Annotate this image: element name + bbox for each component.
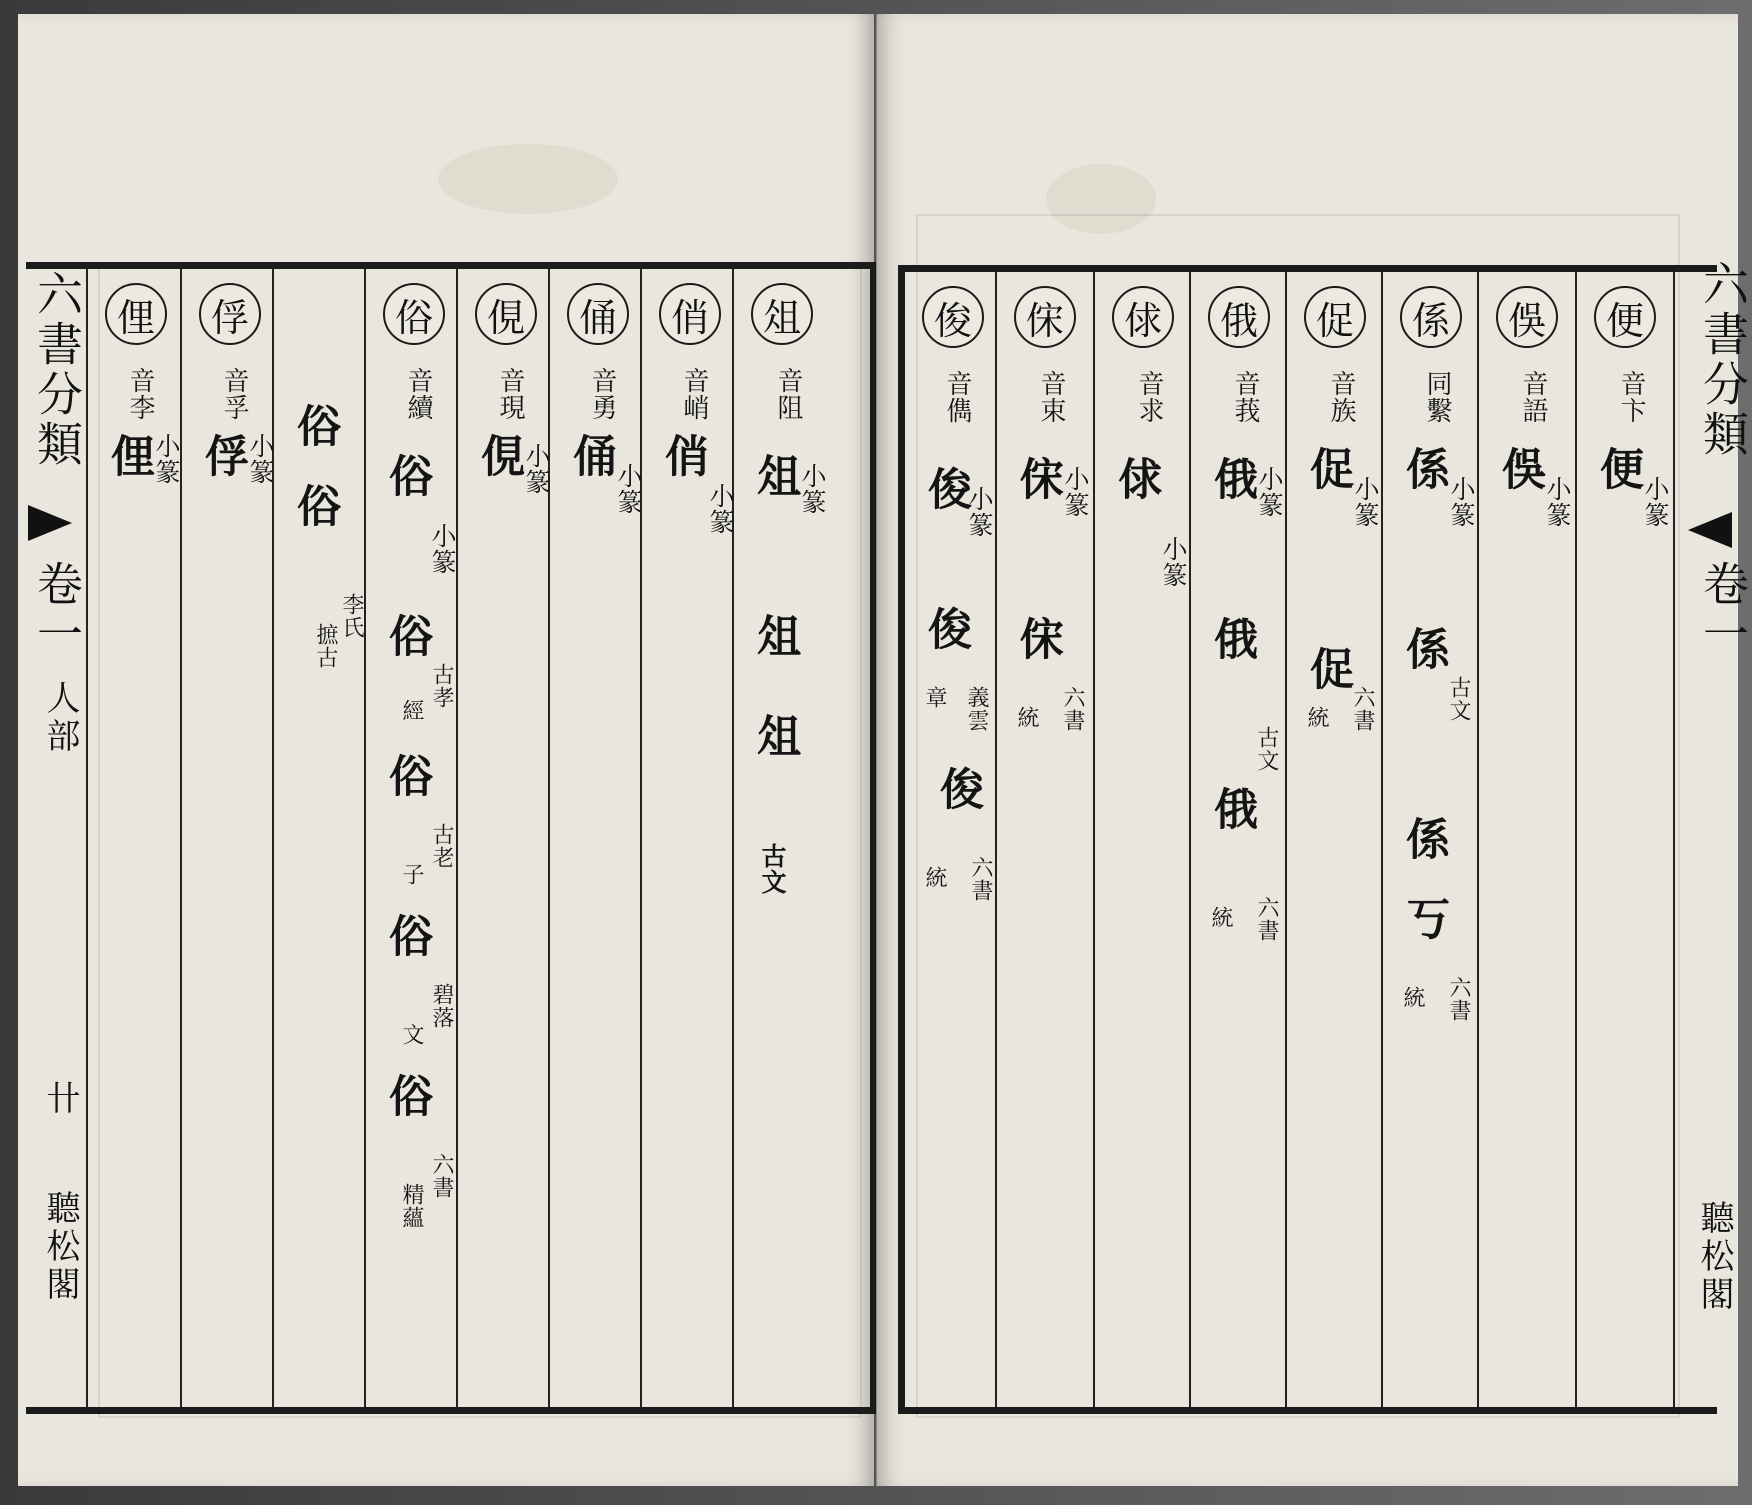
head-character: 俁 xyxy=(1496,286,1558,348)
seal-glyph: 俗 xyxy=(381,753,432,803)
source-label: 統 xyxy=(1014,706,1039,729)
source-label: 古孝 xyxy=(429,663,454,709)
entry-column xyxy=(88,283,184,1403)
head-character: 俘 xyxy=(199,283,261,345)
head-character: 俔 xyxy=(475,283,537,345)
seal-glyph: 俗 xyxy=(381,453,432,503)
entry-column xyxy=(1383,286,1479,1406)
phonetic-note: 音束 xyxy=(1036,370,1066,424)
entry-column xyxy=(274,283,370,1403)
entry-column xyxy=(1479,286,1575,1406)
seal-glyph: 俕 xyxy=(1012,616,1063,666)
seal-glyph: 俑 xyxy=(565,433,616,483)
head-character: 俅 xyxy=(1112,286,1174,348)
head-character: 俎 xyxy=(751,283,813,345)
entry-column xyxy=(182,283,278,1403)
seal-glyph: 俎 xyxy=(749,713,800,763)
seal-glyph: 係 xyxy=(1398,816,1449,866)
source-label: 古文 xyxy=(758,843,787,895)
script-label: 小篆 xyxy=(1543,476,1572,528)
head-character: 俏 xyxy=(659,283,721,345)
head-character: 俗 xyxy=(383,283,445,345)
source-label: 統 xyxy=(1208,906,1233,929)
seal-glyph: 丂 xyxy=(1398,896,1449,946)
phonetic-note: 音求 xyxy=(1134,370,1164,424)
source-label: 六書 xyxy=(429,1153,454,1199)
script-label: 小篆 xyxy=(1447,476,1476,528)
source-label: 六書 xyxy=(1254,896,1279,942)
phonetic-note: 音阻 xyxy=(773,367,803,421)
script-label: 小篆 xyxy=(1061,466,1090,518)
seal-glyph: 俏 xyxy=(657,433,708,483)
seal-glyph: 係 xyxy=(1398,446,1449,496)
script-label: 小篆 xyxy=(1255,466,1284,518)
seal-glyph: 便 xyxy=(1592,446,1643,496)
script-label: 小篆 xyxy=(965,486,994,538)
entry-column xyxy=(734,283,830,1403)
entry-column xyxy=(1095,286,1191,1406)
seal-glyph: 促 xyxy=(1302,446,1353,496)
phonetic-note: 同繫 xyxy=(1422,370,1452,424)
script-label: 小篆 xyxy=(614,463,643,515)
seal-glyph: 促 xyxy=(1302,646,1353,696)
column-rule xyxy=(1673,272,1675,1407)
left-page-frame xyxy=(26,262,876,1414)
phonetic-note: 音峭 xyxy=(679,367,709,421)
seal-glyph: 俗 xyxy=(289,403,340,453)
right-page-frame xyxy=(898,265,1717,1414)
seal-glyph: 俊 xyxy=(932,766,983,816)
phonetic-note: 音儁 xyxy=(942,370,972,424)
seal-glyph: 俗 xyxy=(381,613,432,663)
phonetic-note: 音孚 xyxy=(219,367,249,421)
source-label: 六書 xyxy=(968,856,993,902)
left-margin-title: 六書分類 xyxy=(30,270,84,470)
head-character: 俊 xyxy=(922,286,984,348)
source-label: 李氏 xyxy=(339,593,364,639)
seal-glyph: 俄 xyxy=(1206,456,1257,506)
head-character: 俑 xyxy=(567,283,629,345)
entry-column xyxy=(905,286,1001,1406)
seal-glyph: 俕 xyxy=(1012,456,1063,506)
right-publisher: 聽松閣 xyxy=(1694,1200,1734,1314)
script-label: 小篆 xyxy=(798,463,827,515)
seal-glyph: 俚 xyxy=(103,433,154,483)
left-volume-label: 卷一 xyxy=(30,560,84,660)
seal-glyph: 俊 xyxy=(920,466,971,516)
phonetic-note: 音莪 xyxy=(1230,370,1260,424)
source-label: 統 xyxy=(1400,986,1425,1009)
source-label: 章 xyxy=(922,686,947,709)
seal-glyph: 俎 xyxy=(749,453,800,503)
seal-glyph: 俅 xyxy=(1110,456,1161,506)
head-character: 俕 xyxy=(1014,286,1076,348)
entry-column xyxy=(366,283,462,1403)
script-label: 小篆 xyxy=(1351,476,1380,528)
phonetic-note: 音續 xyxy=(403,367,433,421)
script-label: 小篆 xyxy=(428,523,457,575)
seal-glyph: 俗 xyxy=(289,483,340,533)
paper-stain xyxy=(438,144,618,214)
entry-column xyxy=(642,283,738,1403)
script-label: 小篆 xyxy=(246,433,275,485)
source-label: 摭古 xyxy=(313,623,338,669)
seal-glyph: 俗 xyxy=(381,913,432,963)
source-label: 六書 xyxy=(1446,976,1471,1022)
phonetic-note: 音族 xyxy=(1326,370,1356,424)
seal-glyph: 俄 xyxy=(1206,786,1257,836)
seal-glyph: 俁 xyxy=(1494,446,1545,496)
left-page-number: 卄 xyxy=(40,1080,80,1118)
entry-column xyxy=(1577,286,1673,1406)
source-label: 統 xyxy=(922,866,947,889)
source-label: 古老 xyxy=(429,823,454,869)
right-volume-label: 卷一 xyxy=(1696,560,1750,660)
entry-column xyxy=(1191,286,1287,1406)
phonetic-note: 音卞 xyxy=(1616,370,1646,424)
entry-column xyxy=(1287,286,1383,1406)
entry-column xyxy=(997,286,1093,1406)
script-label: 小篆 xyxy=(1159,536,1188,588)
source-label: 碧落 xyxy=(429,983,454,1029)
phonetic-note: 音勇 xyxy=(587,367,617,421)
entry-column xyxy=(458,283,554,1403)
source-label: 文 xyxy=(399,1023,424,1046)
entry-column xyxy=(550,283,646,1403)
seal-glyph: 俘 xyxy=(197,433,248,483)
script-label: 小篆 xyxy=(706,483,735,535)
left-publisher: 聽松閣 xyxy=(40,1190,80,1304)
head-character: 便 xyxy=(1594,286,1656,348)
source-label: 義雲 xyxy=(964,686,989,732)
left-section-label: 人部 xyxy=(40,680,80,756)
seal-glyph: 俊 xyxy=(920,606,971,656)
head-character: 俄 xyxy=(1208,286,1270,348)
seal-glyph: 係 xyxy=(1398,626,1449,676)
paper-stain xyxy=(1046,164,1156,234)
seal-glyph: 俄 xyxy=(1206,616,1257,666)
script-label: 小篆 xyxy=(522,443,551,495)
right-margin-title: 六書分類 xyxy=(1696,260,1750,460)
seal-glyph: 俎 xyxy=(749,613,800,663)
phonetic-note: 音語 xyxy=(1518,370,1548,424)
source-label: 古文 xyxy=(1446,676,1471,722)
source-label: 古文 xyxy=(1254,726,1279,772)
source-label: 子 xyxy=(399,863,424,886)
script-label: 小篆 xyxy=(152,433,181,485)
source-label: 統 xyxy=(1304,706,1329,729)
head-character: 係 xyxy=(1400,286,1462,348)
source-label: 精蘊 xyxy=(399,1183,424,1229)
source-label: 六書 xyxy=(1350,686,1375,732)
gutter xyxy=(876,14,877,1486)
phonetic-note: 音現 xyxy=(495,367,525,421)
source-label: 六書 xyxy=(1060,686,1085,732)
head-character: 俚 xyxy=(105,283,167,345)
head-character: 促 xyxy=(1304,286,1366,348)
script-label: 小篆 xyxy=(1641,476,1670,528)
seal-glyph: 俗 xyxy=(381,1073,432,1123)
seal-glyph: 俔 xyxy=(473,433,524,483)
source-label: 經 xyxy=(399,699,424,722)
phonetic-note: 音李 xyxy=(125,367,155,421)
